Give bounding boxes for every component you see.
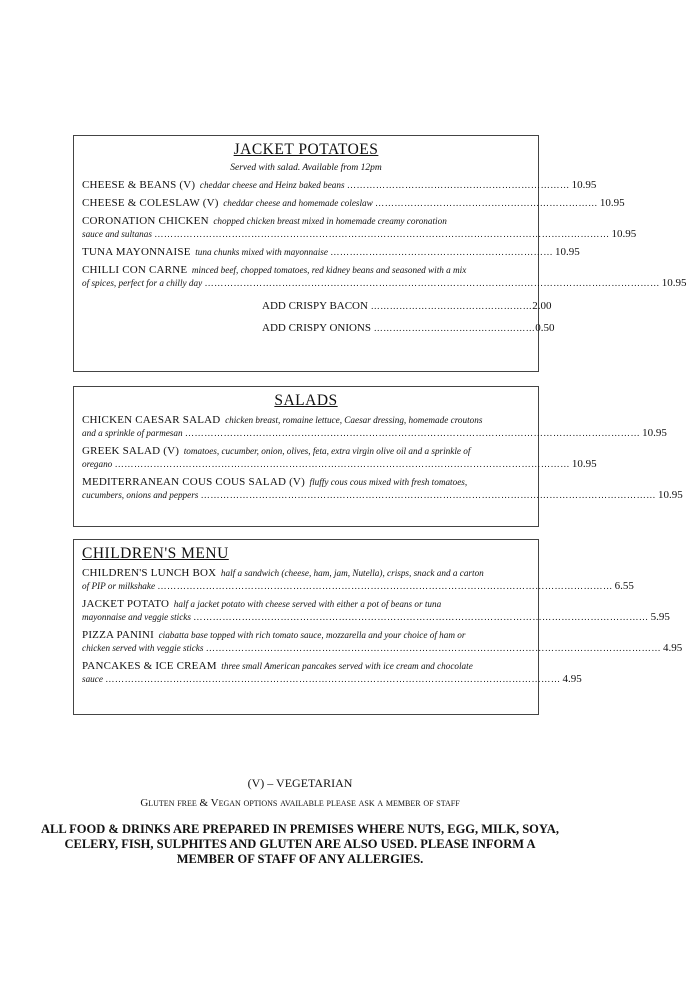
item-name: GREEK SALAD (V) (82, 445, 180, 457)
item-desc-cont: of PIP or milkshake (82, 581, 156, 591)
menu-item: PANCAKES & ICE CREAM three small American pancakes served with ice cream and chocolate sauce …………………………………………………………………………………………………………………………… 4.95 (82, 660, 582, 685)
item-desc: minced beef, chopped tomatoes, red kidney beans and seasoned with a mix (191, 265, 467, 275)
salads-section (73, 386, 683, 527)
item-desc: tomatoes, cucumber, onion, olives, feta, extra virgin olive oil and a sprinkle of (183, 446, 471, 456)
item-price: 4.95 (562, 673, 582, 685)
item-desc-cont: and a sprinkle of parmesan (82, 428, 183, 438)
section-subtitle: Served with salad. Available from 12pm (230, 163, 382, 173)
menu-item: CHEESE & COLESLAW (V) cheddar cheese and homemade coleslaw …………………………………………………………… 10.95 (82, 197, 625, 209)
item-price: 4.95 (663, 642, 683, 654)
item-name: CHEESE & COLESLAW (V) (82, 197, 219, 209)
item-price: 6.55 (614, 580, 634, 592)
item-name: PIZZA PANINI (82, 629, 154, 641)
extra-label: ADD CRISPY BACON (262, 300, 368, 312)
section-title: CHILDREN'S MENU (82, 545, 229, 562)
item-price: 10.95 (661, 277, 687, 289)
item-desc-cont: mayonnaise and veggie sticks (82, 612, 191, 622)
item-price: 10.95 (571, 179, 597, 191)
menu-item: PIZZA PANINI ciabatta base topped with rich tomato sauce, mozzarella and your choice of ham or chicken served with veggie sticks …………………………………………………………………………………………………………………………… 4.95 (82, 629, 683, 654)
menu-item: MEDITERRANEAN COUS COUS SALAD (V) fluffy cous cous mixed with fresh tomatoes, cucumbers, onions and peppers …………………………………………………………………………………………………………………………… 10.95 (82, 476, 683, 501)
item-name: CHEESE & BEANS (V) (82, 179, 196, 191)
menu-item: GREEK SALAD (V) tomatoes, cucumber, onion, olives, feta, extra virgin olive oil and a sprinkle of oregano …………………………………………………………………………………………………………………………… 10.95 (82, 445, 597, 470)
item-desc: cheddar cheese and Heinz baked beans (199, 180, 345, 190)
extra-label: ADD CRISPY ONIONS (262, 322, 371, 334)
extra-price: 2.00 (532, 300, 552, 312)
item-desc-cont: sauce (82, 674, 103, 684)
item-desc: tuna chunks mixed with mayonnaise (195, 247, 328, 257)
item-name: PANCAKES & ICE CREAM (82, 660, 217, 672)
item-desc: ciabatta base topped with rich tomato sauce, mozzarella and your choice of ham or (158, 630, 466, 640)
item-price: 5.95 (650, 611, 670, 623)
item-desc: half a sandwich (cheese, ham, jam, Nutella), crisps, snack and a carton (220, 568, 484, 578)
item-desc: half a jacket potato with cheese served with either a pot of beans or tuna (173, 599, 442, 609)
item-desc: cheddar cheese and homemade coleslaw (223, 198, 373, 208)
menu-item: CORONATION CHICKEN chopped chicken breast mixed in homemade creamy coronation sauce and sultanas …………………………………………………………………………………………………………………………… 10.95 (82, 215, 637, 240)
section-title: SALADS (274, 392, 338, 409)
item-price: 10.95 (571, 458, 597, 470)
item-desc-cont: sauce and sultanas (82, 229, 152, 239)
menu-item: JACKET POTATO half a jacket potato with cheese served with either a pot of beans or tuna mayonnaise and veggie sticks …………………………………………………………………………………………………………………………… 5.95 (82, 598, 670, 623)
menu-item: CHEESE & BEANS (V) cheddar cheese and Heinz baked beans …………………………………………………………… 10.95 (82, 179, 597, 191)
extra-option: ADD CRISPY BACON …………………………………………… 2.00 (262, 295, 520, 317)
item-desc-cont: oregano (82, 459, 113, 469)
menu-item: CHILLI CON CARNE minced beef, chopped tomatoes, red kidney beans and seasoned with a mix of spices, perfect for a chilly day …………………………………………………………………………………………………………………………… 10.95 (82, 264, 687, 289)
item-price: 10.95 (657, 489, 683, 501)
jacket-potatoes-section (73, 135, 687, 372)
gluten-free-note: Gluten free & Vegan options available please ask a member of staff (140, 797, 460, 809)
item-name: CORONATION CHICKEN (82, 215, 209, 227)
item-name: JACKET POTATO (82, 598, 170, 610)
item-desc-cont: chicken served with veggie sticks (82, 643, 204, 653)
item-name: TUNA MAYONNAISE (82, 246, 191, 258)
item-price: 10.95 (642, 427, 667, 439)
item-price: 10.95 (611, 228, 637, 240)
vegetarian-note: (V) – VEGETARIAN (247, 776, 353, 790)
item-name: CHILLI CON CARNE (82, 264, 188, 276)
item-desc: three small American pancakes served with ice cream and chocolate (221, 661, 473, 671)
extra-option: ADD CRISPY ONIONS …………………………………………… 0.50 (262, 317, 520, 339)
section-title: JACKET POTATOES (233, 141, 379, 158)
item-desc: fluffy cous cous mixed with fresh tomatoes, (309, 477, 468, 487)
menu-item: CHICKEN CAESAR SALAD chicken breast, romaine lettuce, Caesar dressing, homemade croutons and a sprinkle of parmesan …………………………………………………………………………………………………………………………… 10.95 (82, 414, 667, 439)
item-name: CHILDREN'S LUNCH BOX (82, 567, 217, 579)
menu-item: CHILDREN'S LUNCH BOX half a sandwich (cheese, ham, jam, Nutella), crisps, snack and a carton of PIP or milkshake …………………………………………………………………………………………………………………………… 6.55 (82, 567, 634, 592)
item-price: 10.95 (555, 246, 580, 258)
extra-price: 0.50 (535, 322, 555, 334)
menu-item: TUNA MAYONNAISE tuna chunks mixed with mayonnaise …………………………………………………………… 10.95 (82, 246, 580, 258)
item-desc-cont: cucumbers, onions and peppers (82, 490, 199, 500)
item-price: 10.95 (599, 197, 625, 209)
item-desc: chopped chicken breast mixed in homemade creamy coronation (213, 216, 447, 226)
item-desc-cont: of spices, perfect for a chilly day (82, 278, 203, 288)
item-name: MEDITERRANEAN COUS COUS SALAD (V) (82, 476, 305, 488)
allergy-notice: ALL FOOD & DRINKS ARE PREPARED IN PREMISES WHERE NUTS, EGG, MILK, SOYA, CELERY, FISH, SULPHITES AND GLUTEN ARE ALSO USED. PLEASE INFORM A MEMBER OF STAFF OF ANY ALLERGIES. (41, 822, 559, 866)
item-name: CHICKEN CAESAR SALAD (82, 414, 221, 426)
childrens-menu-section (73, 539, 683, 715)
item-desc: chicken breast, romaine lettuce, Caesar dressing, homemade croutons (225, 415, 483, 425)
